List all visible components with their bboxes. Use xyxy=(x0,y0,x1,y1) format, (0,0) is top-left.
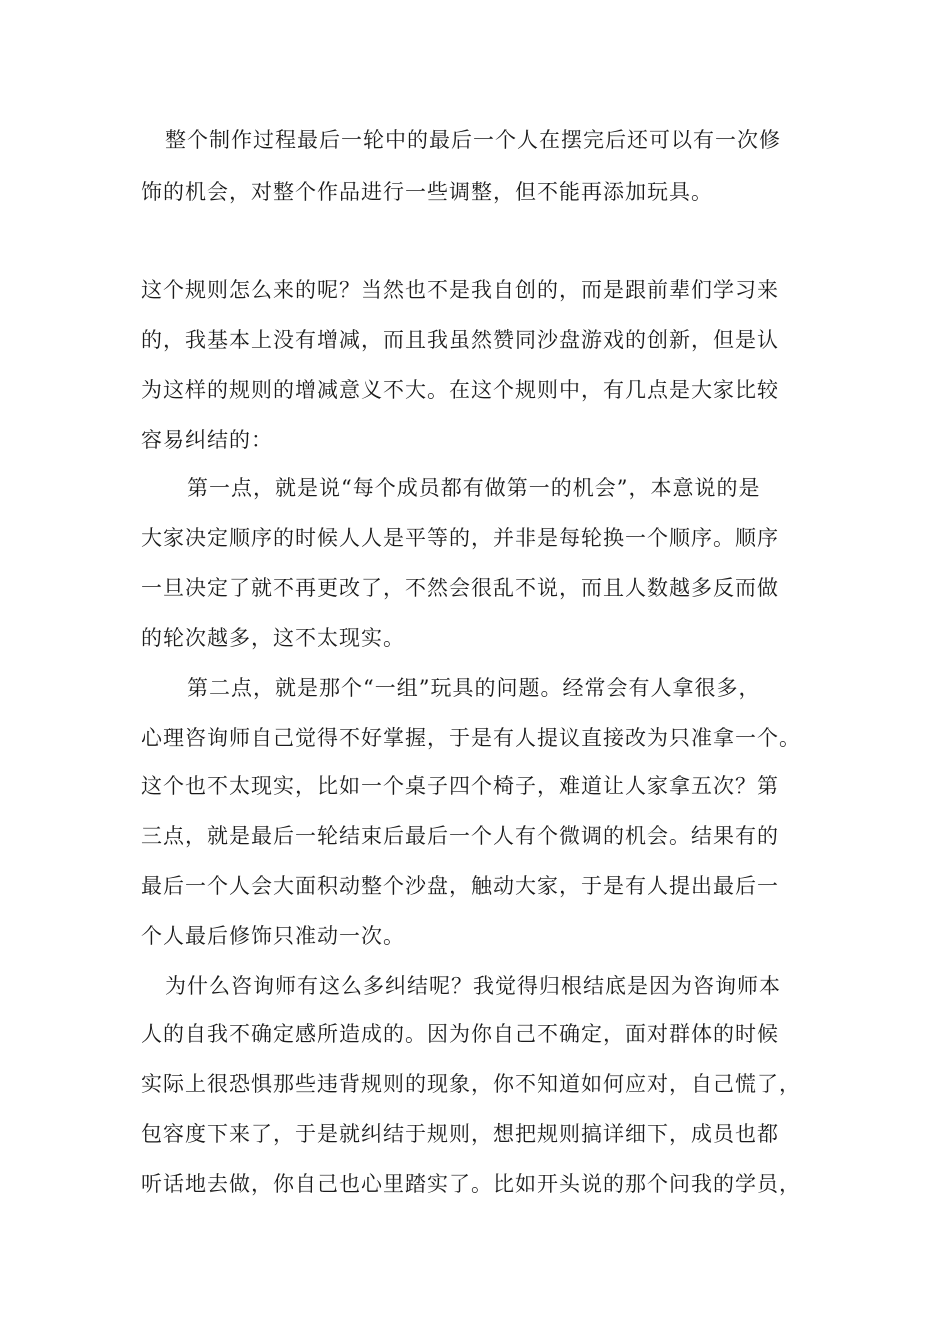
text-line: 包容度下来了，于是就纠结于规则，想把规则搞详细下，成员也都 xyxy=(141,1122,779,1146)
text-line: 这个也不太现实，比如一个桌子四个椅子，难道让人家拿五次？第 xyxy=(141,774,779,798)
text-line: 为什么咨询师有这么多纠结呢？我觉得归根结底是因为咨询师本 xyxy=(165,974,781,998)
text-line: 实际上很恐惧那些违背规则的现象，你不知道如何应对，自己慌了， xyxy=(141,1072,801,1096)
text-line: 大家决定顺序的时候人人是平等的，并非是每轮换一个顺序。顺序 xyxy=(141,526,779,550)
text-line: 这个规则怎么来的呢？当然也不是我自创的，而是跟前辈们学习来 xyxy=(141,278,779,302)
text-line: 个人最后修饰只准动一次。 xyxy=(141,924,405,948)
text-line: 饰的机会，对整个作品进行一些调整，但不能再添加玩具。 xyxy=(141,180,713,204)
text-line: 的轮次越多，这不太现实。 xyxy=(141,626,405,650)
text-line: 为这样的规则的增减意义不大。在这个规则中，有几点是大家比较 xyxy=(141,378,779,402)
text-line: 容易纠结的： xyxy=(141,428,273,452)
text-line: 听话地去做，你自己也心里踏实了。比如开头说的那个问我的学员， xyxy=(141,1172,801,1196)
text-line: 第一点，就是说“每个成员都有做第一的机会”，本意说的是 xyxy=(187,476,761,500)
text-line: 人的自我不确定感所造成的。因为你自己不确定，面对群体的时候 xyxy=(141,1022,779,1046)
text-line: 第二点，就是那个“一组”玩具的问题。经常会有人拿很多， xyxy=(187,676,761,700)
text-line: 心理咨询师自己觉得不好掌握，于是有人提议直接改为只准拿一个。 xyxy=(141,726,801,750)
text-line: 一旦决定了就不再更改了，不然会很乱不说，而且人数越多反而做 xyxy=(141,576,779,600)
text-line: 的，我基本上没有增减，而且我虽然赞同沙盘游戏的创新，但是认 xyxy=(141,328,779,352)
text-line: 最后一个人会大面积动整个沙盘，触动大家，于是有人提出最后一 xyxy=(141,874,779,898)
text-line: 整个制作过程最后一轮中的最后一个人在摆完后还可以有一次修 xyxy=(165,128,781,152)
text-line: 三点，就是最后一轮结束后最后一个人有个微调的机会。结果有的 xyxy=(141,824,779,848)
